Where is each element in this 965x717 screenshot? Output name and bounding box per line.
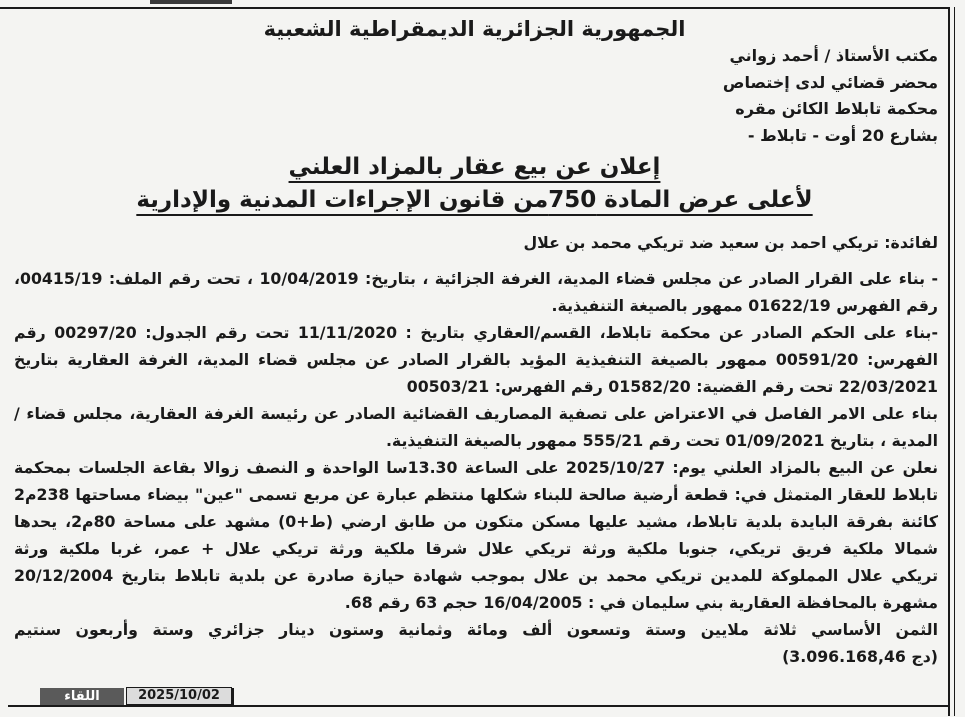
frame-right-double-rule [948, 7, 955, 716]
bailiff-office-block [418, 43, 938, 149]
notice-subtitle: لأعلى عرض المادة 750من قانون الإجراءات المدنية والإدارية [136, 187, 813, 213]
office-line-role: محضر قضائي لدى إختصاص [722, 72, 938, 92]
sale-announcement-line: شمالا ملكية فريق تريكي، جنوبا ملكية ورثة تريكي علال شرقا ملكية ورثة تريكي علال + عمر، غربا ملكية ورثة [14, 539, 938, 558]
court-judgment-line: الفهرس: 00591/20 ممهور بالصيغة التنفيذية المؤيد بالقرار الصادر عن مجلس قضاء المدية، الغرفة العقارية بتاريخ [14, 350, 938, 369]
notice-body [14, 229, 938, 670]
court-judgment-line: 22/03/2021 تحت رقم القضية: 01582/20 رقم الفهرس: 00503/21 [406, 377, 938, 396]
publication-date-badge: 2025/10/02 [126, 687, 232, 705]
sale-announcement-line: كائنة بفرقة البايدة بلدية تابلاط، مشيد عليها مسكن متكون من طابق ارضي (ط+0) مشهد على مساحة 80م2، يحدها [14, 512, 938, 531]
office-line-address: بشارع 20 أوت - تابلاط - [747, 125, 938, 145]
beneficiary-line: لفائدة: تريكي احمد بن سعيد ضد تريكي محمد بن علال [523, 233, 938, 252]
sale-announcement-line: نعلن عن البيع بالمزاد العلني يوم: 2025/10/27 على الساعة 13.30سا الواحدة و النصف زوالا بقاعة الجلسات بمحكمة [14, 458, 938, 477]
frame-top-rule [0, 7, 949, 9]
republic-heading: الجمهورية الجزائرية الديمقراطية الشعبية [263, 17, 686, 41]
adjacent-clipping-strip [150, 0, 232, 4]
base-price-line: الثمن الأساسي ثلاثة ملايين وستة وتسعون ألف ومائة وثمانية وستون دينار جزائري وستة وأربعون سنتيم [14, 620, 938, 639]
notice-title-row [0, 151, 949, 183]
sale-announcement-line: تابلاط للعقار المتمثل في: قطعة أرضية صالحة للبناء شكلها منتظم عبارة عن مربع تسمى "عين" بيضاء مساحتها 238م2 [14, 485, 938, 504]
court-judgment-line: -بناء على الحكم الصادر عن محكمة تابلاط، القسم/العقاري بتاريخ : 11/11/2020 تحت رقم الجدول: 00297/20 رقم [14, 323, 938, 342]
sale-announcement-line: تريكي علال المملوكة للمدين تريكي محمد بن علال بموجب شهادة حيازة صادرة عن بلدية تابلاط بتاريخ 20/12/2004 [14, 566, 938, 585]
court-order-line: بناء على الامر الفاصل في الاعتراض على تصفية المصاريف القضائية الصادر عن رئيسة الغرفة العقارية، مجلس قضاء / [14, 404, 938, 423]
notice-title: إعلان عن بيع عقار بالمزاد العلني [288, 154, 661, 180]
notice-subtitle-row [0, 184, 949, 216]
office-line-court: محكمة تابلاط الكائن مقره [735, 99, 938, 118]
frame-bottom-rule [8, 705, 948, 707]
office-line-name: مكتب الأستاذ / أحمد زواني [729, 46, 938, 65]
sale-announcement-line: مشهرة بالمحافظة العقارية بني سليمان في : 16/04/2005 حجم 63 رقم 68. [344, 593, 938, 612]
court-decision-line: - بناء على القرار الصادر عن مجلس قضاء المدية، الغرفة الجزائية ، بتاريخ: 10/04/2019 ، تحت رقم الملف: 00415/19، [14, 269, 938, 288]
court-decision-line: رقم الفهرس 01622/19 ممهور بالصيغة التنفيذية. [551, 296, 938, 315]
publication-name-badge: اللقاء [40, 688, 124, 705]
base-price-amount: (3.096.168,46 دج) [782, 647, 938, 666]
court-order-line: المدية ، بتاريخ 01/09/2021 تحت رقم 555/21 ممهور بالصيغة التنفيذية. [385, 431, 938, 450]
